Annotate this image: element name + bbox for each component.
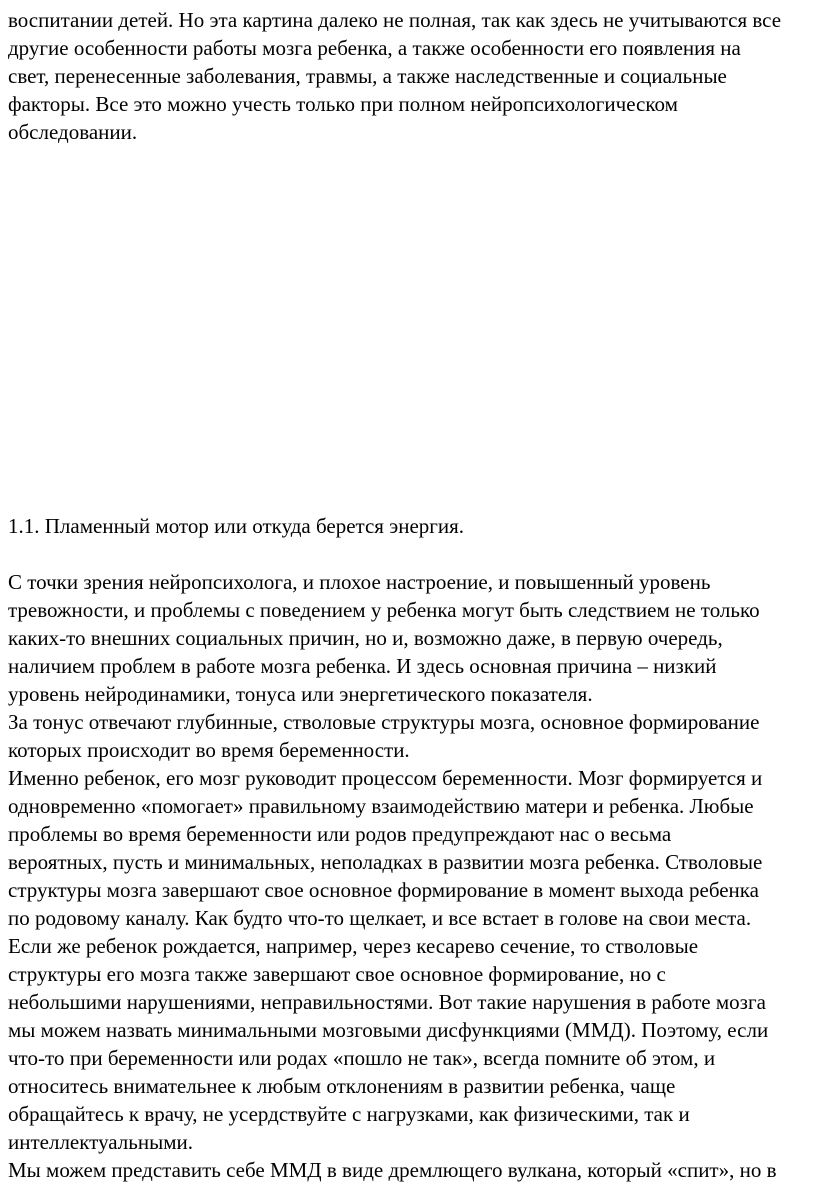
text-line: обращайтесь к врачу, не усердствуйте с нагрузками, как физическими, так и bbox=[8, 1102, 690, 1126]
text-line: воспитании детей. Но эта картина далеко не полная, так как здесь не учитываются все bbox=[8, 8, 782, 32]
section-heading: 1.1. Пламенный мотор или откуда берется энергия. bbox=[8, 514, 465, 538]
text-line: структуры его мозга также завершают свое основное формирование, но с bbox=[8, 962, 666, 986]
text-line: факторы. Все это можно учесть только при полном нейропсихологическом bbox=[8, 92, 678, 116]
text-line: уровень нейродинамики, тонуса или энергетического показателя. bbox=[8, 682, 593, 706]
text-line: обследовании. bbox=[8, 120, 138, 144]
text-line: наличием проблем в работе мозга ребенка. И здесь основная причина – низкий bbox=[8, 654, 717, 678]
text-line: структуры мозга завершают свое основное формирование в момент выхода ребенка bbox=[8, 878, 759, 902]
text-line: Именно ребенок, его мозг руководит процессом беременности. Мозг формируется и bbox=[8, 766, 763, 790]
text-line: Мы можем представить себе ММД в виде дремлющего вулкана, который «спит», но в bbox=[8, 1158, 777, 1182]
text-line: тревожности, и проблемы с поведением у ребенка могут быть следствием не только bbox=[8, 598, 760, 622]
text-line: За тонус отвечают глубинные, стволовые структуры мозга, основное формирование bbox=[8, 710, 760, 734]
text-line: Если же ребенок рождается, например, через кесарево сечение, то стволовые bbox=[8, 934, 699, 958]
text-line: которых происходит во время беременности. bbox=[8, 738, 410, 762]
text-line: мы можем назвать минимальными мозговыми дисфункциями (ММД). Поэтому, если bbox=[8, 1018, 769, 1042]
text-line: небольшими нарушениями, неправильностями. Вот такие нарушения в работе мозга bbox=[8, 990, 766, 1014]
text-line: свет, перенесенные заболевания, травмы, а также наследственные и социальные bbox=[8, 64, 727, 88]
text-line: одновременно «помогает» правильному взаимодействию матери и ребенка. Любые bbox=[8, 794, 754, 818]
text-line: С точки зрения нейропсихолога, и плохое настроение, и повышенный уровень bbox=[8, 570, 711, 594]
text-line: интеллектуальными. bbox=[8, 1130, 193, 1154]
text-line: относитесь внимательнее к любым отклонениям в развитии ребенка, чаще bbox=[8, 1074, 676, 1098]
text-line: другие особенности работы мозга ребенка, а также особенности его появления на bbox=[8, 36, 741, 60]
text-line: по родовому каналу. Как будто что-то щелкает, и все встает в голове на свои места. bbox=[8, 906, 752, 930]
text-line: проблемы во время беременности или родов предупреждают нас о весьма bbox=[8, 822, 672, 846]
text-line: каких-то внешних социальных причин, но и, возможно даже, в первую очередь, bbox=[8, 626, 723, 650]
text-line: вероятных, пусть и минимальных, неполадках в развитии мозга ребенка. Стволовые bbox=[8, 850, 763, 874]
text-line: что-то при беременности или родах «пошло не так», всегда помните об этом, и bbox=[8, 1046, 716, 1070]
